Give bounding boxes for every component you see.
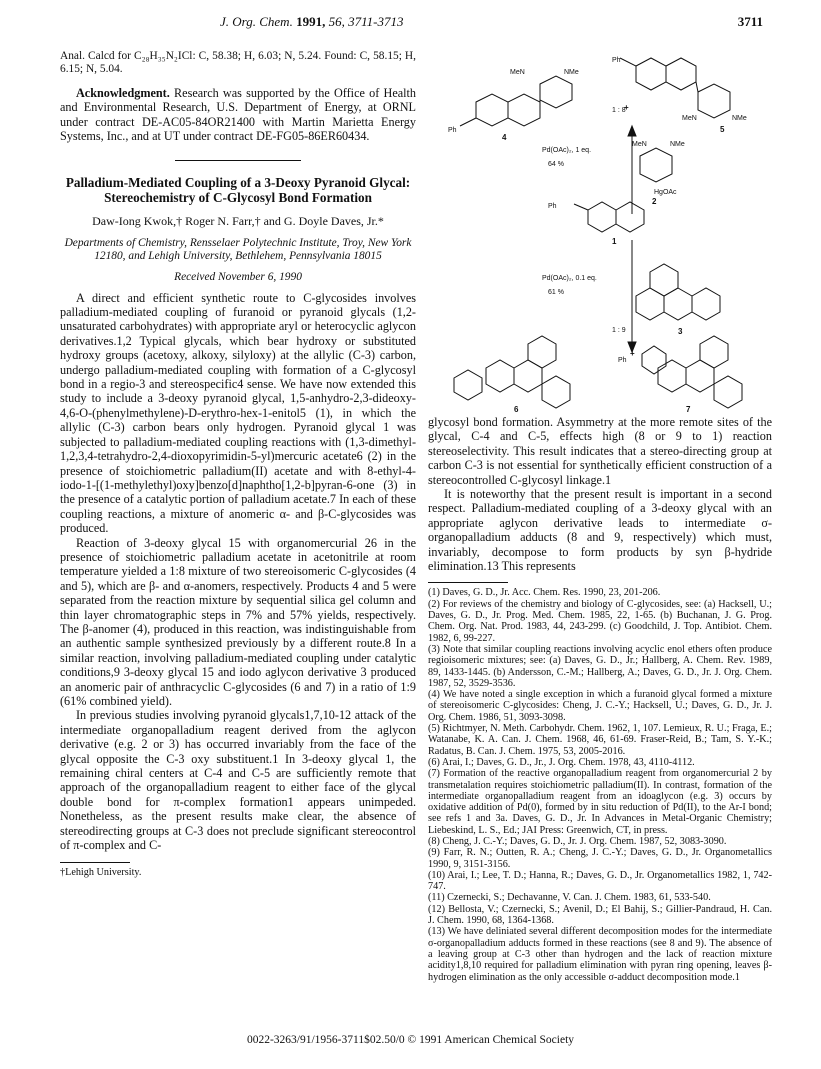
page-number: 3711 xyxy=(737,14,763,29)
reference-item: (4) We have noted a single exception in which a furanoid glycal formed a mixture of stereoisomeric C-glycosides: Cheng, J. C.-Y.; Hacksell, U.; Daves, G. D., Jr. J. Org. Chem. 1986, 51, 3093-3098. xyxy=(428,689,772,723)
compound-number-6: 6 xyxy=(514,405,519,414)
footnote-divider xyxy=(60,862,130,863)
body-paragraph: It is noteworthy that the present result is important in a second respect. Palladium-mediated coupling of a 3-deoxy glycal with an appropriate aglycon derivative leads to intermediate σ-organopalladium adducts (8 and 9, respectively) which must, invariably, decompose to form products by syn β-hydride elimination.13 This represents xyxy=(428,487,772,574)
ratio-label-top: 1 : 8 xyxy=(612,107,626,114)
body-paragraph: In previous studies involving pyranoid glycals1,7,10-12 attack of the intermediate organopalladium reagent derived from the aglycon derivative (e.g. 2 or 3) has occurred invariably from the face of the glycal opposite the C-3 oxy substituent.1 In 3-deoxy glycal 1, the remaining chiral centers at C-4 and C-5 are sufficiently remote that approach of the organopalladium reagent to either face of the glycal double bond for π-complex formation1 appears unimpeded. Nonetheless, as the present results make clear, the absence of stereodirecting groups at C-3 does not preclude significant stereocontrol of π-complex and C- xyxy=(60,708,416,853)
reference-item: (6) Arai, I.; Daves, G. D., Jr., J. Org. Chem. 1978, 43, 4110-4112. xyxy=(428,756,695,768)
body-paragraph: A direct and efficient synthetic route to C-glycosides involves palladium-mediated coupling of furanoid or pyranoid glycals (1,2-unsaturated carbohydrates) with appropriate aryl or heterocyclic aglycon derivatives.1,2 Typical glycals, which bear hydroxy or substituted hydroxy groups (acetoxy, alkoxy, silyloxy) at the allylic (C-3) carbon, undergo palladium-mediated coupling with formation of a C-glycosyl bond in a regio-3 and stereospecific4 sense. We have now extended this study to include a 3-deoxy pyranoid glycal, 1,5-anhydro-2,3-dideoxy-4,6-O-(phenylmethylene)-D-erythro-hex-1-enitol5 (1), in which the allylic (C-3) carbon bears only hydrogen. Pyranoid glycal 1 was subjected to palladium-mediated coupling reactions with (1,3-dimethyl-1,2,3,4-tetrahydro-2,4-dioxopyrimidin-5-yl)mercuric acetate6 (2) in the presence of stoichiometric palladium(II) acetate and with 8-ethyl-4-iodo-1-[(1-methylethyl)oxy]benzo[d]naphtho[1,2-b]pyran-6-one (3) in the presence of a catalytic portion of palladium acetate.7 In each of these coupling reactions, a mixture of anomeric α- and β-C-glycosides was produced. xyxy=(60,290,416,536)
reference-item: (1) Daves, G. D., Jr. Acc. Chem. Res. 1990, 23, 201-206. xyxy=(428,587,661,599)
ratio-label-bottom: 1 : 9 xyxy=(612,327,626,334)
left-column xyxy=(60,50,416,879)
yield-label-2: 61 % xyxy=(548,289,564,296)
article-authors: Daw-Iong Kwok,† Roger N. Farr,† and G. Doyle Daves, Jr.* xyxy=(92,213,384,228)
reference-item: (3) Note that similar coupling reactions involving acyclic enol ethers often produce regioisomeric mixtures; see: (a) Daves, G. D., Jr.; Hallberg, A. Chem. Rev. 1989, 89, 1433-1445. (b) Andersson, C.-M.; Hallberg, A.; Daves, G. D., Jr. J. Org. Chem. 1987, 52, 3529-3536. xyxy=(428,643,772,689)
reference-item: (5) Richtmyer, N. Meth. Carbohydr. Chem. 1962, 1, 107. Lemieux, R. U.; Fraga, E.; Watanabe, K. A. Can. J. Chem. 1968, 46, 61-69. Fraser-Reid, B.; Tam, S. Y.-K.; Radatus, B. Can. J. Chem. 1975, 53, 2005-2016. xyxy=(428,723,772,757)
body-paragraph: glycosyl bond formation. Asymmetry at the more remote sites of the glycal, C-4 and C-5, effects high (8 or 9 to 1) reaction stereoselectivity. This result indicates that a stereo-directing group at carbon C-3 is not essential for synthetically efficient construction of a stereocontrolled C-glycosyl linkage.1 xyxy=(428,415,772,487)
reference-item: (9) Farr, R. N.; Outten, R. A.; Cheng, J. C.-Y.; Daves, G. D., Jr. Organometallics 1990, 9, 3151-3156. xyxy=(428,847,772,870)
compound-6-structure xyxy=(454,336,570,408)
scheme-label-men: MeN xyxy=(510,69,525,76)
article-affiliation: Departments of Chemistry, Rensselaer Polytechnic Institute, Troy, New York 12180, and Lehigh University, Bethlehem, Pennsylvania 18015 xyxy=(64,236,412,262)
right-column xyxy=(428,415,772,983)
compound-number-5: 5 xyxy=(720,125,725,134)
compound-1-structure xyxy=(574,202,644,232)
reference-item: (10) Arai, I.; Lee, T. D.; Hanna, R.; Daves, G. D., Jr. Organometallics 1982, 1, 742-747. xyxy=(428,869,772,893)
body-paragraph: Reaction of 3-deoxy glycal 15 with organomercurial 26 in the presence of stoichiometric palladium acetate in acetonitrile at room temperature yielded a 1:8 mixture of two stereoisomeric C-glycosides (4 and 5), which are β- and α-anomers, respectively. Products 4 and 5 were separated from the reaction mixture by sequential silica gel column and thin layer chromatographic steps in 7% and 57% yields, respectively. The β-anomer (4), produced in this reaction, was indistinguishable from an authentic sample synthesized previously by a different route.8 In a similar reaction, involving palladium-mediated coupling under catalytic conditions,9 3-deoxy glycal 15 and iodo aglycon derivative 3 produced an anomeric pair of anthracyclic C-glycosides (6 and 7) in a ratio of 1:9 (61% combined yield). xyxy=(60,535,416,708)
scheme-label-men: MeN xyxy=(632,141,647,148)
compound-number-3: 3 xyxy=(678,327,683,336)
scheme-label-nme: NMe xyxy=(670,141,685,148)
reference-item: (11) Czernecki, S.; Dechavanne, V. Can. J. Chem. 1983, 61, 533-540. xyxy=(428,892,711,904)
scheme-label-ph: Ph xyxy=(612,57,621,64)
condition-label-2: Pd(OAc)₂, 0.1 eq. xyxy=(542,275,597,282)
compound-5-structure xyxy=(620,58,730,118)
compound-2-structure xyxy=(640,148,672,182)
compound-7-structure xyxy=(642,336,742,408)
scheme-labels xyxy=(448,57,747,414)
condition-label-1: Pd(OAc)₂, 1 eq. xyxy=(542,147,592,154)
scheme-label-men: MeN xyxy=(682,115,697,122)
scheme-label-ph: Ph xyxy=(618,357,627,364)
compound-number-1: 1 xyxy=(612,237,617,246)
running-header xyxy=(0,14,821,34)
scheme-label-ph: Ph xyxy=(448,127,457,134)
reference-item: (7) Formation of the reactive organopalladium reagent from organomercurial 2 by transmetalation requires stoichiometric palladium(II). In contrast, formation of the intermediate organopalladium reagent from an idoaglycon (e.g. 3) occurs by oxidative addition of Pd(0), formed by in situ reduction of Pd(II), to the Ar-I bond; see refs 1 and 3a. Daves, G. D., Jr. In Advances in Metal-Organic Chemistry; Liebeskind, L. S., Ed.; JAI Press: Greenwich, CT, in press. xyxy=(428,768,772,836)
scheme-graphic xyxy=(436,44,772,416)
compound-number-7: 7 xyxy=(686,405,691,414)
compound-4-structure xyxy=(460,76,572,126)
references-divider xyxy=(428,582,508,583)
plus-sign: + xyxy=(630,349,635,358)
elemental-analysis: Anal. Calcd for C₂₈H₃₅N₂ICl: C, 58.38; H, 6.03; N, 5.24. Found: C, 58.15; H, 6.15; N, 5.04. xyxy=(60,50,416,75)
reference-item: (2) For reviews of the chemistry and biology of C-glycosides, see: (a) Hacksell, U.; Daves, G. D., Jr. Prog. Med. Chem. 1985, 22, 1-65. (b) Buchanan, J. G. Prog. Chem. Org. Nat. Prod. 1983, 44, 243-299. (c) Goodchild, J. Top. Antibiot. Chem. 1982, 6, 99-227. xyxy=(428,598,772,644)
reaction-scheme xyxy=(436,44,772,416)
received-date: Received November 6, 1990 xyxy=(174,270,302,283)
scheme-label-hgoac: HgOAc xyxy=(654,189,677,196)
article-title: Palladium-Mediated Coupling of a 3-Deoxy Pyranoid Glycal: Stereochemistry of C-Glycosyl Bond Formation xyxy=(65,174,411,205)
compound-number-2: 2 xyxy=(652,197,657,206)
scheme-label-ph: Ph xyxy=(548,203,557,210)
scheme-label-nme: NMe xyxy=(732,115,747,122)
acknowledgment: Acknowledgment. Research was supported by the Office of Health and Environmental Research, U.S. Department of Energy, at ORNL under contract DE-AC05-84OR21400 with Martin Marietta Energy Systems, Inc., and at UT under contract DE-FG05-86ER60434. xyxy=(60,86,416,144)
reference-item: (12) Bellosta, V.; Czernecki, S.; Avenil, D.; El Bahij, S.; Gillier-Pandraud, H. Can. J. Chem. 1990, 68, 1364-1368. xyxy=(428,903,772,927)
references-list xyxy=(428,587,772,982)
reference-item: (13) We have deliniated several different decomposition modes for the intermediate σ-organopalladium adducts formed in these reactions (see 8 and 9). The absence of a leaving group at C-3 other than hydrogen and the lack of reaction mixture acidity1,8,10 required for palladium elimination with pyran ring opening, leaves β-hydrogen elimination as the only accessible σ-adduct decomposition mode.1 xyxy=(428,926,772,983)
section-divider xyxy=(175,160,301,161)
plus-sign: + xyxy=(624,103,629,112)
scheme-label-nme: NMe xyxy=(564,69,579,76)
affiliation-footnote: †Lehigh University. xyxy=(60,867,142,879)
page-footer: 0022-3263/91/1956-3711$02.50/0 © 1991 American Chemical Society xyxy=(246,1034,575,1046)
journal-citation: J. Org. Chem. 1991, 56, 3711-3713 xyxy=(220,14,404,29)
yield-label-1: 64 % xyxy=(548,161,564,168)
compound-3-structure xyxy=(636,264,720,320)
reference-item: (8) Cheng, J. C.-Y.; Daves, G. D., Jr. J. Org. Chem. 1987, 52, 3083-3090. xyxy=(428,836,727,847)
compound-number-4: 4 xyxy=(502,133,507,142)
